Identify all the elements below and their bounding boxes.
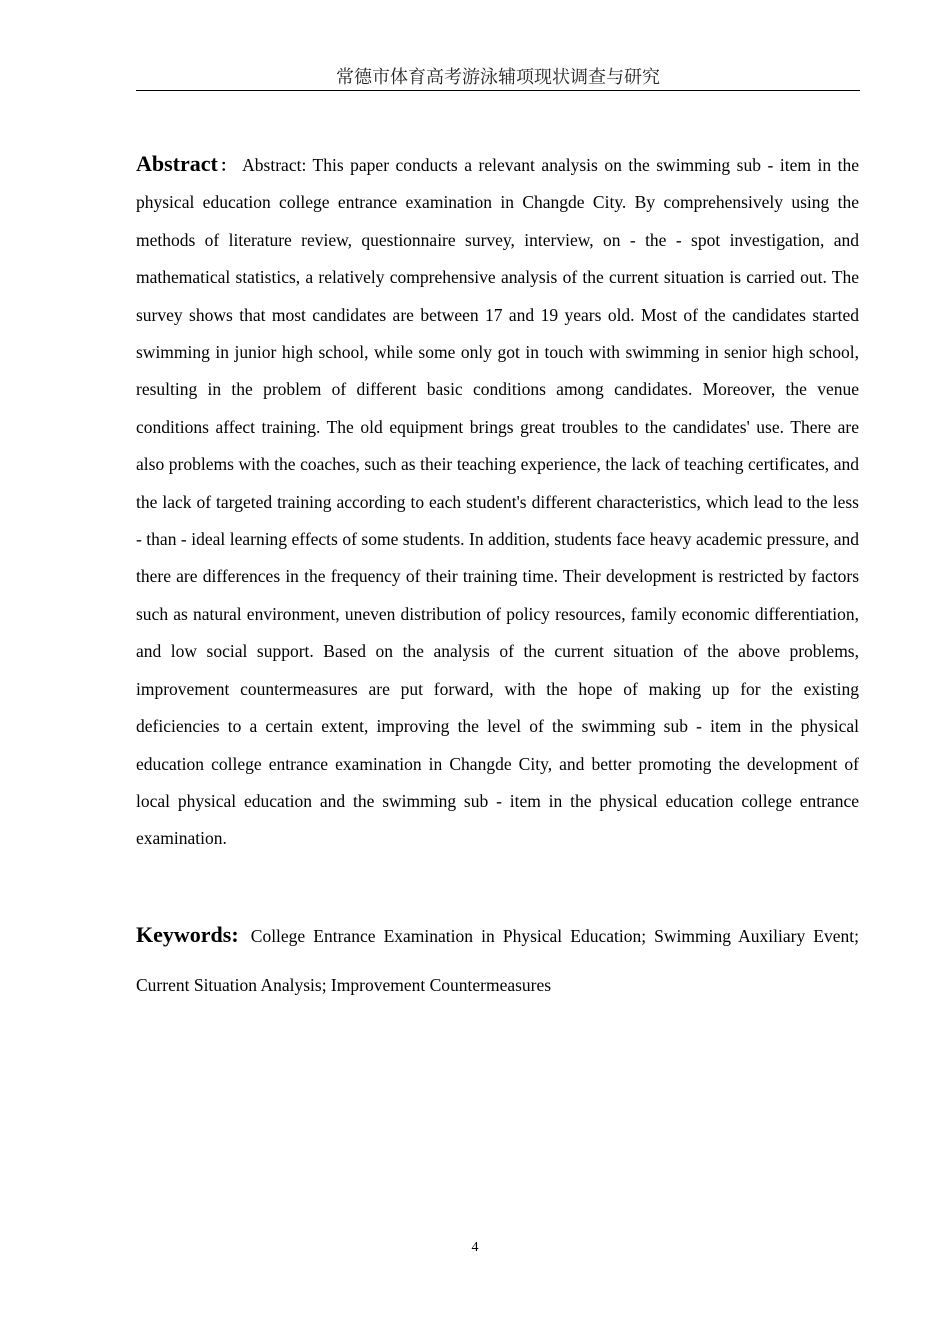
keywords-text: College Entrance Examination in Physical Education; Swimming Auxiliary Event; Current Situation Analysis; Improvement Countermeasures [136, 926, 859, 995]
keywords-label: Keywords: [136, 922, 239, 947]
abstract-paragraph [136, 145, 859, 858]
running-header [136, 66, 860, 91]
page-number: 4 [471, 1240, 479, 1255]
running-header-title: 常德市体育高考游泳辅项现状调查与研究 [336, 67, 660, 88]
keywords-paragraph [136, 910, 859, 1010]
abstract-label-colon: ： [217, 156, 239, 175]
abstract-text: Abstract: This paper conducts a relevant analysis on the swimming sub - item in the physical education college entrance examination in Changde City. By comprehensively using the methods of literature review, questionnaire survey, interview, on - the - spot investigation, and mathematical statistics, a relatively comprehensive analysis of the current situation is carried out. The survey shows that most candidates are between 17 and 19 years old. Most of the candidates started swimming in junior high school, while some only got in touch with swimming in senior high school, resulting in the problem of different basic conditions among candidates. Moreover, the venue conditions affect training. The old equipment brings great troubles to the candidates' use. There are also problems with the coaches, such as their teaching experience, the lack of teaching certificates, and the lack of targeted training according to each student's different characteristics, which lead to the less - than - ideal learning effects of some students. In addition, students face heavy academic pressure, and there are differences in the frequency of their training time. Their development is restricted by factors such as natural environment, uneven distribution of policy resources, family economic differentiation, and low social support. Based on the analysis of the current situation of the above problems, improvement countermeasures are put forward, with the hope of making up for the existing deficiencies to a certain extent, improving the level of the swimming sub - item in the physical education college entrance examination in Changde City, and better promoting the development of local physical education and the swimming sub - item in the physical education college entrance examination. [136, 155, 859, 849]
abstract-label: Abstract [136, 151, 218, 176]
